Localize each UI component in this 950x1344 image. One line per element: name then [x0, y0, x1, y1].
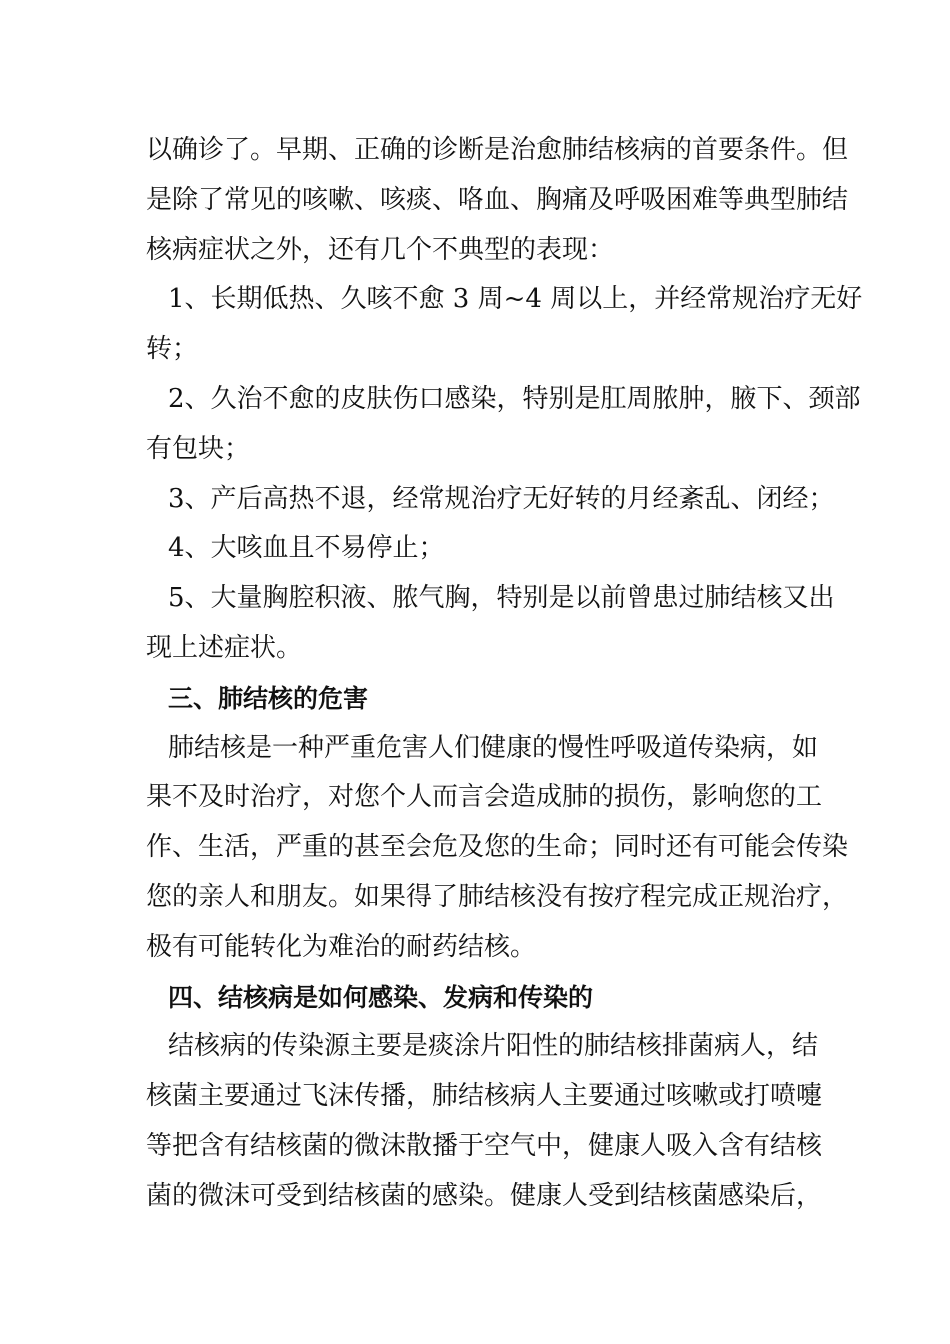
list-item-line: 4、大咳血且不易停止；	[168, 533, 445, 564]
list-item-line: 现上述症状。	[146, 632, 303, 663]
section-heading-4: 四、结核病是如何感染、发病和传染的	[168, 982, 594, 1012]
paragraph-line: 肺结核是一种严重危害人们健康的慢性呼吸道传染病，如	[168, 732, 819, 763]
list-item-line: 转；	[146, 334, 199, 365]
section-4-paragraph	[146, 1022, 822, 1221]
section-3-paragraph	[146, 724, 849, 973]
list-item-1	[146, 275, 863, 375]
section-heading-3: 三、肺结核的危害	[168, 683, 369, 713]
paragraph-line: 结核病的传染源主要是痰涂片阳性的肺结核排菌病人，结	[168, 1031, 819, 1062]
list-item-line: 3、产后高热不退，经常规治疗无好转的月经紊乱、闭经；	[168, 483, 835, 514]
paragraph-line: 果不及时治疗，对您个人而言会造成肺的损伤，影响您的工	[146, 782, 823, 813]
paragraph-line: 作、生活，严重的甚至会危及您的生命；同时还有可能会传染	[146, 832, 849, 863]
list-item-line: 1、长期低热、久咳不愈 3 周~4 周以上，并经常规治疗无好	[168, 284, 863, 315]
paragraph-line: 极有可能转化为难治的耐药结核。	[146, 931, 537, 962]
list-item-2	[146, 375, 861, 475]
intro-line: 核病症状之外，还有几个不典型的表现：	[146, 234, 615, 265]
paragraph-line: 您的亲人和朋友。如果得了肺结核没有按疗程完成正规治疗，	[146, 881, 849, 912]
intro-paragraph	[146, 126, 849, 275]
list-item-3	[146, 475, 835, 525]
list-item-5	[146, 574, 835, 674]
document-body	[146, 126, 863, 1222]
list-item-line: 2、久治不愈的皮肤伤口感染，特别是肛周脓肿，腋下、颈部	[168, 383, 861, 414]
paragraph-line: 等把含有结核菌的微沫散播于空气中，健康人吸入含有结核	[146, 1130, 823, 1161]
paragraph-line: 核菌主要通过飞沫传播，肺结核病人主要通过咳嗽或打喷嚏	[146, 1081, 823, 1112]
intro-line: 是除了常见的咳嗽、咳痰、咯血、胸痛及呼吸困难等典型肺结	[146, 184, 849, 215]
list-item-4	[146, 524, 822, 574]
list-item-line: 5、大量胸腔积液、脓气胸，特别是以前曾患过肺结核又出	[168, 583, 835, 614]
intro-line: 以确诊了。早期、正确的诊断是治愈肺结核病的首要条件。但	[146, 135, 849, 165]
paragraph-line: 菌的微沫可受到结核菌的感染。健康人受到结核菌感染后，	[146, 1180, 823, 1211]
list-item-line: 有包块；	[146, 433, 251, 464]
